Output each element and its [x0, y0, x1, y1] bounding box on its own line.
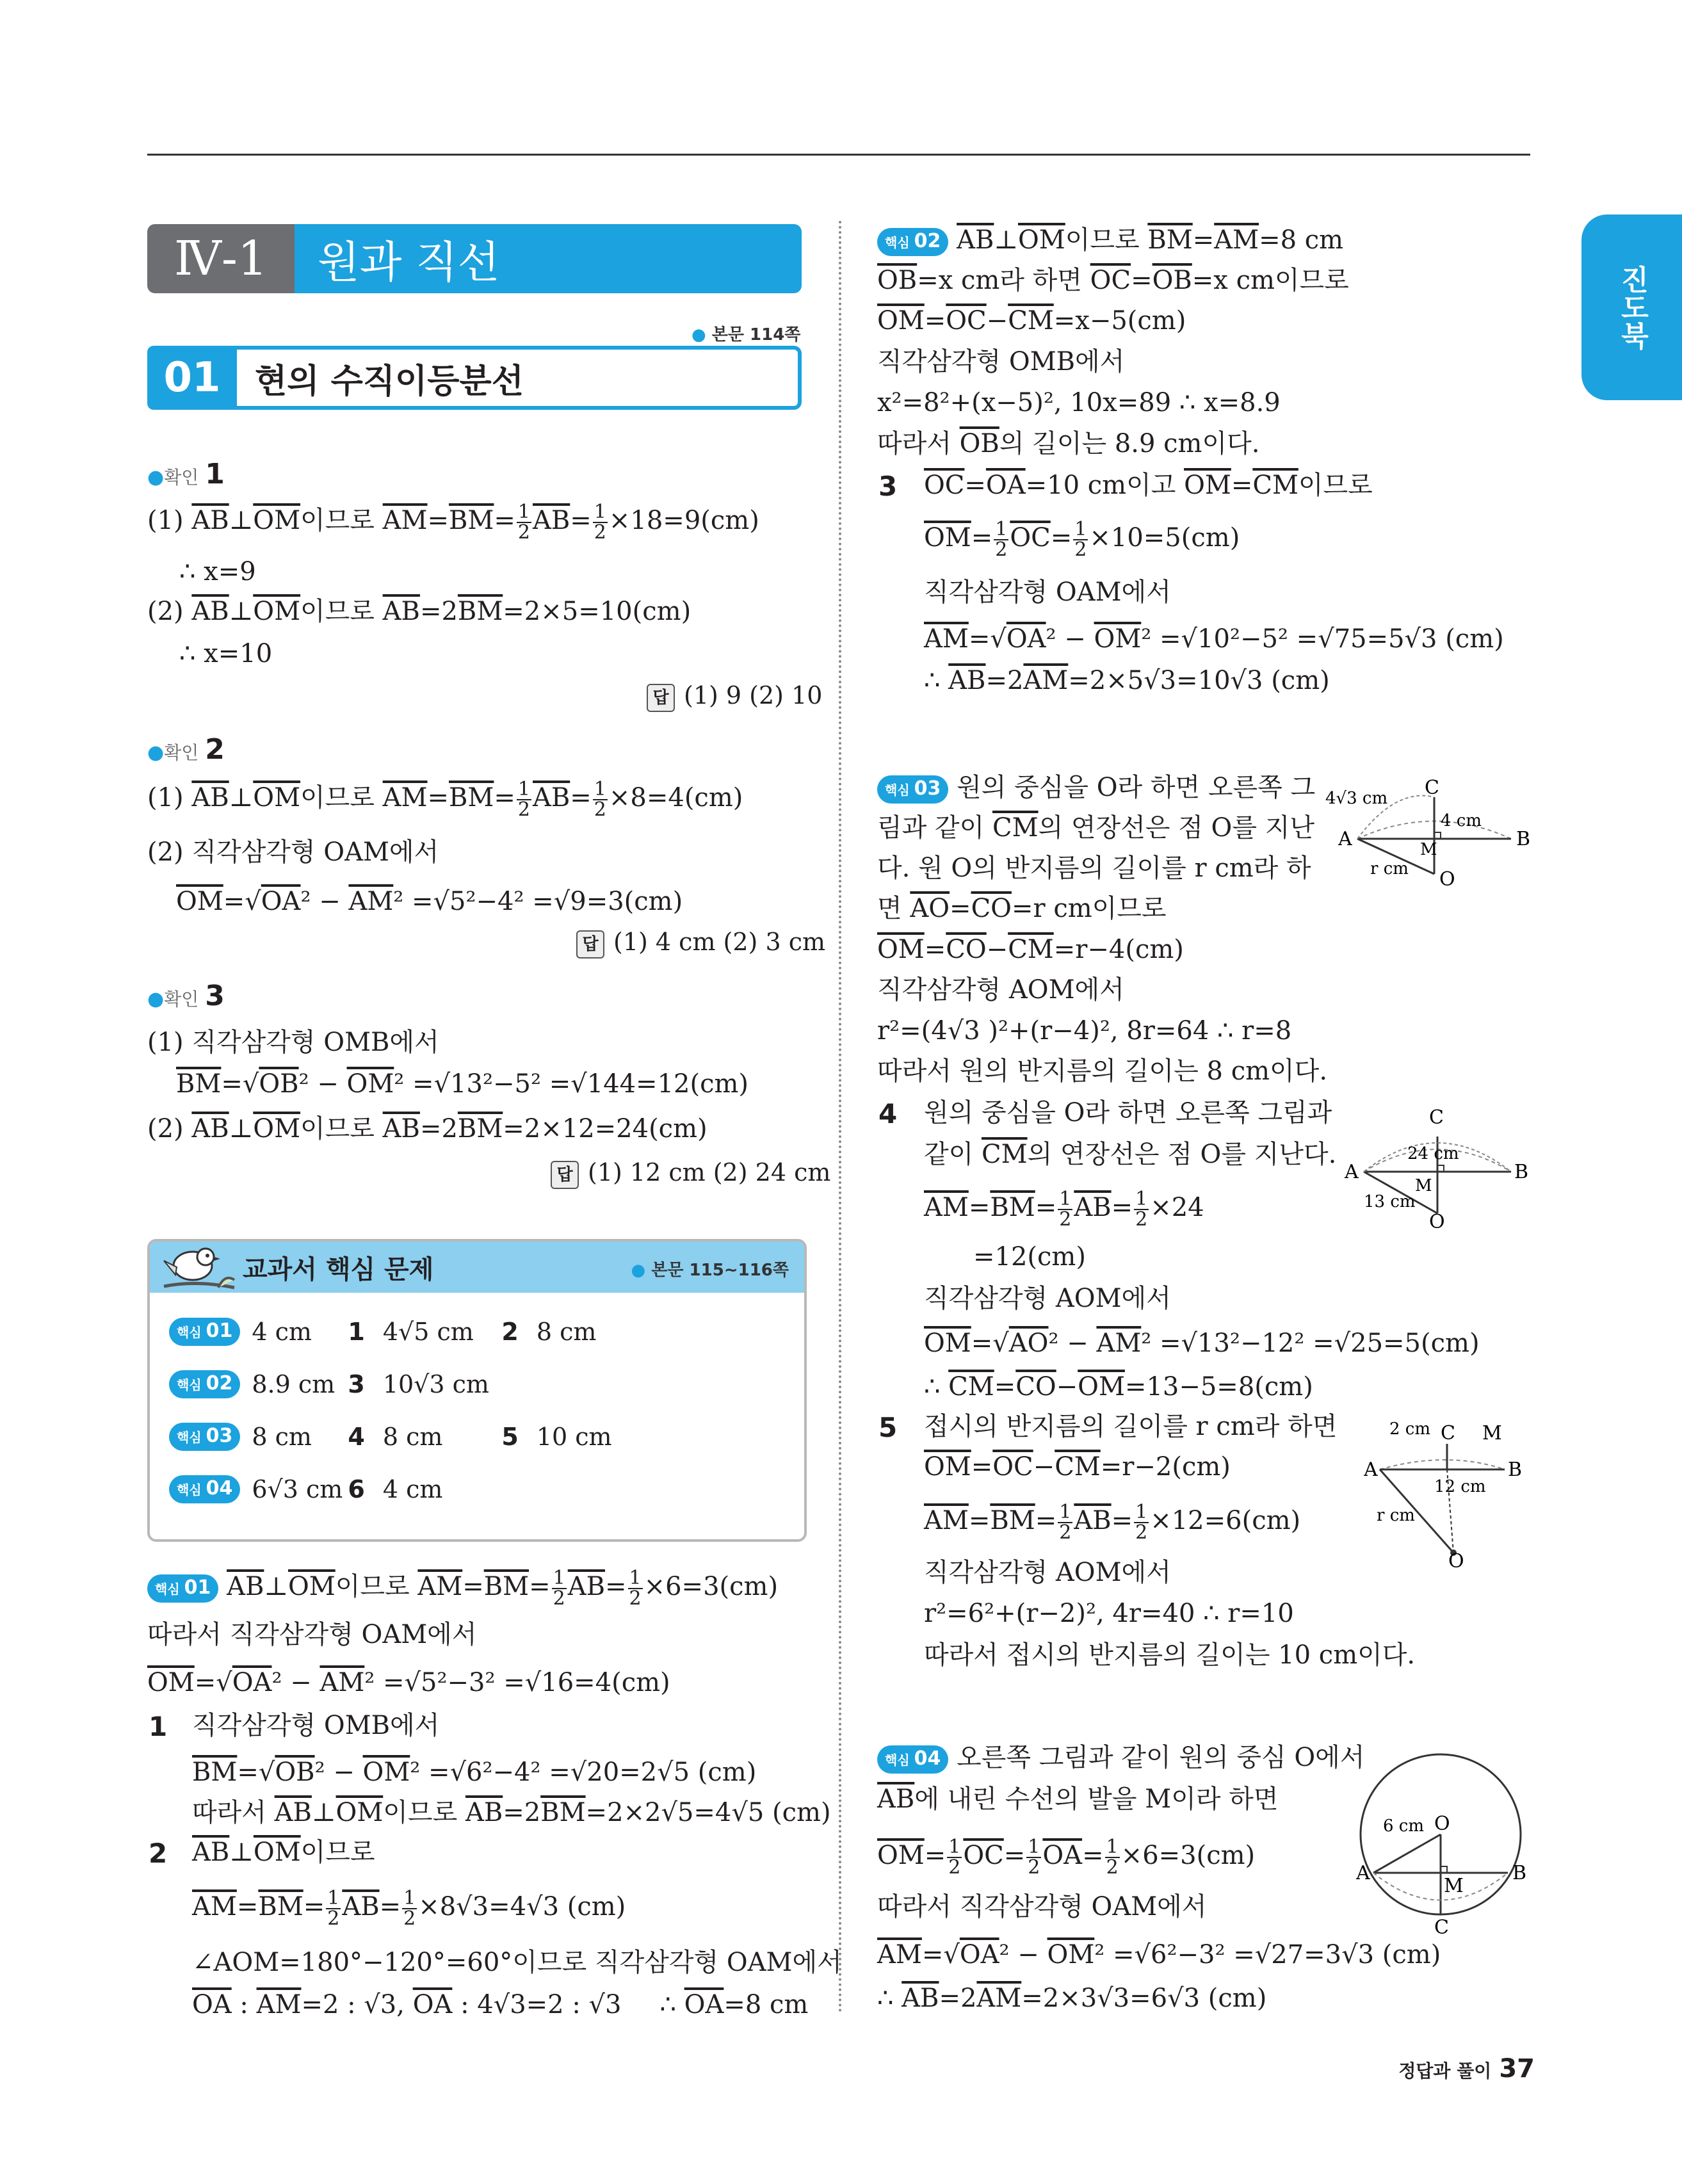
fig-label-top: 2 cm — [1389, 1420, 1431, 1439]
fig-point-b: B — [1516, 828, 1530, 850]
check-2-label: ●확인 2 — [147, 733, 225, 766]
column-divider — [839, 221, 841, 2014]
fig-label-r: 6 cm — [1383, 1816, 1425, 1836]
sol01-p2-line-3: ∠AOM=180°−120°=60°이므로 직각삼각형 OAM에서 — [192, 1948, 842, 1977]
fig-label-cm: 4 cm — [1441, 811, 1482, 830]
fraction: $\frac{1}{2}$ — [553, 1567, 565, 1610]
figure-core04 — [1345, 1748, 1530, 1940]
fig-point-a: A — [1364, 1459, 1378, 1481]
fig-point-m: M — [1444, 1875, 1464, 1897]
sol02-line-6: 따라서 $\overline{OB}$의 길이는 8.9 cm이다. — [877, 429, 1260, 458]
fig-label-r: r cm — [1370, 859, 1409, 878]
fig-point-c: C — [1429, 1106, 1444, 1129]
sol03-p5-line-6: 따라서 접시의 반지름의 길이는 10 cm이다. — [924, 1640, 1416, 1670]
core-answer-value: 8 cm — [252, 1423, 312, 1451]
sol03-p4-line-1: 원의 중심을 O라 하면 오른쪽 그림과 — [924, 1098, 1332, 1128]
sol03-p5-line-1: 접시의 반지름의 길이를 r cm라 하면 — [924, 1412, 1338, 1441]
fraction: $\frac{1}{2}$ — [1074, 518, 1087, 561]
sol02-p3-line-4: $\overline{AM}=√OA^2 - \overline{OM}^2 =√10^2-5^2 =√75=5√3$ (cm) — [924, 624, 1504, 654]
sol01-p1-line-1: 직각삼각형 OMB에서 — [192, 1711, 440, 1740]
check-3-line-2: $\overline{BM}=√OB^2 - \overline{OM}^2 =√13^2-5^2 =√144=12(cm)$ — [176, 1069, 749, 1099]
problem-number-4: 4 — [878, 1098, 898, 1129]
fig-label-cm: 24 cm — [1407, 1144, 1459, 1163]
check-3-label: ●확인 3 — [147, 980, 225, 1012]
section-title: 현의 수직이등분선 — [237, 346, 802, 410]
fraction: $\frac{1}{2}$ — [1135, 1188, 1148, 1231]
fig-point-b: B — [1512, 1862, 1527, 1884]
sol01-line-3: $\overline{OM}=√OA^2 - \overline{AM}^2 =√5^2-3^2 =√16=4(cm)$ — [147, 1668, 670, 1697]
figure-problem5 — [1364, 1415, 1530, 1569]
check-3-line-3: (2) $\overline{AB}\perp\overline{OM}$이므로 $\overline{AB}=2\overline{BM}=2\times 12=24(cm)$ — [147, 1114, 708, 1144]
problem-number-3: 3 — [878, 471, 898, 502]
chapter-header — [147, 224, 802, 293]
sol03-line-5: $\overline{OM}=\overline{CO}-\overline{CM}=r-4(cm)$ — [877, 935, 1184, 964]
bullet-icon: ● — [691, 325, 706, 344]
core-problems-box — [147, 1239, 807, 1542]
core-answer-item — [252, 1423, 348, 1451]
fraction: $\frac{1}{2}$ — [403, 1887, 416, 1930]
check-3-answer: 답 (1) 12 cm (2) 24 cm — [551, 1159, 830, 1189]
sol03-p4-line-3: $\overline{AM}=\overline{BM}=$ $\frac{1}{2}$ $\overline{AB}=$ $\frac{1}{2}$ ×24 — [924, 1188, 1204, 1231]
core-tag-04: 핵심 04 — [877, 1745, 948, 1774]
fig-point-o: O — [1434, 1813, 1450, 1835]
fig-point-o: O — [1448, 1550, 1464, 1569]
sol03-line-6: 직각삼각형 AOM에서 — [877, 975, 1124, 1005]
core-answer-value: 8.9 cm — [252, 1370, 336, 1398]
fig-label-top: 4√3 cm — [1325, 789, 1388, 808]
core-answer-value: 8 cm — [536, 1318, 597, 1346]
core-answer-item — [348, 1370, 501, 1398]
sol03-p4-line-2: 같이 $\overline{CM}$의 연장선은 점 O를 지난다. — [924, 1140, 1337, 1169]
sol04-line-6: ∴ $\overline{AB}=2\overline{AM}=2\times 3√3=6√3$ (cm) — [877, 1984, 1267, 2013]
fraction: $\frac{1}{2}$ — [995, 518, 1008, 561]
sol01-line-2: 따라서 직각삼각형 OAM에서 — [147, 1620, 477, 1649]
fig-label-r: 13 cm — [1364, 1192, 1416, 1211]
core-problems-header — [150, 1242, 804, 1293]
fraction: $\frac{1}{2}$ — [594, 501, 606, 544]
sol01-p2-line-1: $\overline{AB}\perp\overline{OM}$이므로 — [192, 1838, 375, 1867]
sol02-line-1: 핵심 02 $\overline{AB}\perp\overline{OM}$이므로 $\overline{BM}=\overline{AM}=8$ cm — [877, 225, 1343, 256]
sol03-p5-line-3: $\overline{AM}=\overline{BM}=$ $\frac{1}{2}$ $\overline{AB}=$ $\frac{1}{2}$ ×12=6(cm) — [924, 1501, 1301, 1544]
core-answer-item — [501, 1423, 655, 1451]
core-answer-value: 4 cm — [252, 1318, 312, 1346]
fraction: $\frac{1}{2}$ — [517, 778, 530, 821]
sol01-p2-line-4: $\overline{OA}$ : $\overline{AM}=2$ : √3, $\overline{OA}$ : 4√3=2 : √3 ∴ $\overline{OA}=8$ cm — [192, 1990, 809, 2019]
core-answer-value: 4 cm — [382, 1475, 443, 1503]
bullet-icon: ● — [631, 1261, 646, 1280]
fraction: $\frac{1}{2}$ — [1106, 1836, 1119, 1879]
check-1-line-2: ∴ x=9 — [179, 557, 256, 586]
check-2-line-3: $\overline{OM}=√OA^2 - \overline{AM}^2 =√5^2-4^2 =√9=3(cm)$ — [176, 887, 683, 916]
section-number: 01 — [147, 346, 237, 410]
check-2-line-1: (1) $\overline{AB}\perp\overline{OM}$이므로 $\overline{AM}=\overline{BM}=$ $\frac{1}{2}$ $\overline{AB}=$ $\frac{1}{2}$ ×8=4(cm) — [147, 778, 743, 821]
fig-point-b: B — [1508, 1459, 1523, 1481]
arc — [1380, 1460, 1505, 1469]
page-footer — [1398, 2054, 1535, 2083]
core-tag-02: 핵심 02 — [877, 228, 948, 256]
sol02-line-4: 직각삼각형 OMB에서 — [877, 347, 1125, 376]
footer-label: 정답과 풀이 — [1398, 2060, 1492, 2082]
sol02-line-2: $\overline{OB}=x$ cm라 하면 $\overline{OC}=\overline{OB}=x$ cm이므로 — [877, 266, 1349, 295]
fig-point-m: M — [1420, 840, 1437, 859]
sol04-line-3: $\overline{OM}=$ $\frac{1}{2}$ $\overline{OC}=$ $\frac{1}{2}$ $\overline{OA}=$ $\frac{1}{2}$ ×6=3(cm) — [877, 1836, 1256, 1879]
core-problems-ref: ● 본문 115~116쪽 — [631, 1261, 789, 1280]
core-answer-item — [348, 1475, 501, 1503]
top-rule — [147, 154, 1530, 156]
core-problem-number: 3 — [348, 1370, 365, 1398]
fig-point-o: O — [1429, 1211, 1445, 1229]
bullet-icon: ● — [147, 741, 165, 764]
sol01-p1-line-3: 따라서 $\overline{AB}\perp\overline{OM}$이므로 $\overline{AB}=2\overline{BM}=2\times 2√5=4√5$ (cm) — [192, 1798, 831, 1827]
fraction: $\frac{1}{2}$ — [1059, 1188, 1072, 1231]
fraction: $\frac{1}{2}$ — [1059, 1501, 1072, 1544]
core-tag: 핵심 01 — [169, 1318, 240, 1346]
fig-label-cm: 12 cm — [1434, 1477, 1486, 1496]
core-answer-row — [169, 1411, 804, 1463]
answer-icon: 답 — [647, 684, 675, 712]
core-tag-01: 핵심 01 — [147, 1574, 218, 1603]
core-problem-number: 5 — [501, 1423, 519, 1451]
check-1-line-1: (1) $\overline{AB}\perp\overline{OM}$이므로 $\overline{AM}=\overline{BM}=$ $\frac{1}{2}$ $\overline{AB}=$ $\frac{1}{2}$ ×18=9(cm) — [147, 501, 759, 544]
fraction: $\frac{1}{2}$ — [629, 1567, 642, 1610]
figure-problem4 — [1338, 1101, 1530, 1229]
core-problems-title: 교과서 핵심 문제 — [243, 1254, 434, 1284]
sol03-line-4: 면 $\overline{AO}=\overline{CO}=r$ cm이므로 — [877, 894, 1167, 923]
problem-number-5: 5 — [878, 1412, 898, 1443]
fig-label-r: r cm — [1377, 1506, 1415, 1525]
sol02-line-5: x²=8²+(x−5)², 10x=89 ∴ x=8.9 — [877, 388, 1281, 417]
core-answer-row — [169, 1463, 804, 1516]
fig-point-c: C — [1425, 778, 1439, 799]
bullet-icon: ● — [147, 466, 165, 489]
bullet-icon: ● — [147, 988, 165, 1010]
fraction: $\frac{1}{2}$ — [1135, 1501, 1148, 1544]
sol03-p5-line-5: r²=6²+(r−2)², 4r=40 ∴ r=10 — [924, 1599, 1294, 1628]
figure-core03 — [1319, 778, 1530, 893]
check-1-line-3: (2) $\overline{AB}\perp\overline{OM}$이므로 $\overline{AB}=2\overline{BM}=2\times 5=10(cm)$ — [147, 597, 691, 626]
check-2-answer: 답 (1) 4 cm (2) 3 cm — [576, 928, 825, 959]
section-header — [147, 346, 802, 410]
problem-number-1: 1 — [149, 1711, 168, 1742]
sol03-line-1: 핵심 03 원의 중심을 O라 하면 오른쪽 그 — [877, 773, 1315, 804]
fraction: $\frac{1}{2}$ — [948, 1836, 961, 1879]
core-tag-03: 핵심 03 — [877, 775, 948, 804]
core-answer-item — [252, 1370, 348, 1398]
sol02-p3-line-3: 직각삼각형 OAM에서 — [924, 578, 1171, 607]
fig-point-m: M — [1482, 1422, 1502, 1444]
answer-icon: 답 — [551, 1161, 579, 1189]
sol03-p5-line-2: $\overline{OM}=\overline{OC}-\overline{CM}=r-2(cm)$ — [924, 1452, 1231, 1482]
chapter-title: 원과 직선 — [295, 224, 802, 293]
fig-point-c: C — [1434, 1916, 1449, 1939]
sol01-p2-line-2: $\overline{AM}=\overline{BM}=$ $\frac{1}{2}$ $\overline{AB}=$ $\frac{1}{2}$ ×8√3=4√3 (cm) — [192, 1887, 626, 1930]
sol03-line-8: 따라서 원의 반지름의 길이는 8 cm이다. — [877, 1056, 1328, 1086]
sol02-p3-line-2: $\overline{OM}=$ $\frac{1}{2}$ $\overline{OC}=$ $\frac{1}{2}$ ×10=5(cm) — [924, 518, 1240, 561]
sol04-line-5: $\overline{AM}=√OA^2 - \overline{OM}^2 =√6^2-3^2 =√27=3√3$ (cm) — [877, 1940, 1441, 1970]
check-1-answer: 답 (1) 9 (2) 10 — [647, 682, 822, 712]
side-tab-jindobook[interactable]: 진도북 — [1581, 214, 1682, 400]
core-tag: 핵심 02 — [169, 1370, 240, 1398]
fig-point-c: C — [1441, 1422, 1455, 1444]
check-1-label: ●확인 1 — [147, 458, 225, 490]
fig-point-a: A — [1356, 1862, 1370, 1884]
core-tag: 핵심 04 — [169, 1475, 240, 1503]
sol01-line-1: 핵심 01 $\overline{AB}\perp\overline{OM}$이므로 $\overline{AM}=\overline{BM}=$ $\frac{1}{2}$ $\overline{AB}=$ $\frac{1}{2}$ ×6=3(cm) — [147, 1569, 778, 1608]
sol03-p5-line-4: 직각삼각형 AOM에서 — [924, 1558, 1171, 1587]
fig-point-m: M — [1415, 1176, 1432, 1195]
fraction: $\frac{1}{2}$ — [327, 1887, 340, 1930]
answer-icon: 답 — [576, 930, 604, 959]
fraction: $\frac{1}{2}$ — [594, 778, 606, 821]
core-answer-rows — [150, 1293, 804, 1516]
sol03-line-7: r²=(4√3 )²+(r−4)², 8r=64 ∴ r=8 — [877, 1016, 1292, 1046]
core-answer-item — [252, 1318, 348, 1346]
sol02-p3-line-1: $\overline{OC}=\overline{OA}=10$ cm이고 $\overline{OM}=\overline{CM}$이므로 — [924, 471, 1373, 500]
sol03-p4-line-6: $\overline{OM}=√AO^2 - \overline{AM}^2 =√13^2-12^2 =√25=5(cm)$ — [924, 1329, 1480, 1358]
core-answer-row — [169, 1306, 804, 1358]
bird-icon — [158, 1242, 241, 1293]
core-answer-item — [501, 1318, 655, 1346]
core-answer-value: 10√3 cm — [382, 1370, 489, 1398]
sol03-p4-line-4: =12(cm) — [973, 1242, 1086, 1272]
core-answer-value: 4√5 cm — [382, 1318, 474, 1346]
core-tag: 핵심 03 — [169, 1423, 240, 1451]
fig-point-b: B — [1514, 1161, 1529, 1183]
core-answer-item — [252, 1475, 348, 1503]
sol02-p3-line-5: ∴ $\overline{AB}=2\overline{AM}=2\times 5√3=10√3$ (cm) — [924, 666, 1330, 695]
fig-point-o: O — [1439, 868, 1455, 891]
sol04-line-4: 따라서 직각삼각형 OAM에서 — [877, 1892, 1207, 1921]
fraction: $\frac{1}{2}$ — [517, 501, 530, 544]
core-answer-item — [348, 1318, 501, 1346]
check-2-line-2: (2) 직각삼각형 OAM에서 — [147, 837, 439, 867]
radius-oa — [1373, 1834, 1441, 1873]
core-problem-number: 6 — [348, 1475, 365, 1503]
check-1-line-4: ∴ x=10 — [179, 639, 273, 668]
sol03-p4-line-7: ∴ $\overline{CM}=\overline{CO}-\overline{OM}=13-5=8(cm)$ — [924, 1372, 1313, 1402]
fig-point-a: A — [1338, 828, 1352, 850]
fig-point-a: A — [1345, 1161, 1359, 1183]
core-answer-value: 8 cm — [382, 1423, 443, 1451]
sol01-p1-line-2: $\overline{BM}=√OB^2 - \overline{OM}^2 =√6^2-4^2 =√20=2√5$ (cm) — [192, 1758, 757, 1787]
page-number: 37 — [1499, 2054, 1535, 2083]
check-3-line-1: (1) 직각삼각형 OMB에서 — [147, 1028, 439, 1057]
core-answer-row — [169, 1358, 804, 1411]
section-ref-text: 본문 114쪽 — [711, 325, 801, 344]
core-problem-number: 1 — [348, 1318, 365, 1346]
section-page-ref — [691, 321, 800, 345]
problem-number-2: 2 — [149, 1838, 168, 1869]
core-answer-value: 6√3 cm — [252, 1475, 343, 1503]
sol04-line-2: $\overline{AB}$에 내린 수선의 발을 M이라 하면 — [877, 1784, 1279, 1814]
fraction: $\frac{1}{2}$ — [1028, 1836, 1040, 1879]
sol03-line-2: 림과 같이 $\overline{CM}$의 연장선은 점 O를 지난 — [877, 813, 1314, 843]
core-answer-value: 10 cm — [536, 1423, 612, 1451]
core-problem-number: 4 — [348, 1423, 365, 1451]
sol03-line-3: 다. 원 O의 반지름의 길이를 r cm라 하 — [877, 853, 1311, 883]
chapter-number: Ⅳ-1 — [147, 224, 295, 293]
sol04-line-1: 핵심 04 오른쪽 그림과 같이 원의 중심 O에서 — [877, 1743, 1364, 1774]
core-answer-item — [348, 1423, 501, 1451]
core-problem-number: 2 — [501, 1318, 519, 1346]
sol03-p4-line-5: 직각삼각형 AOM에서 — [924, 1284, 1171, 1313]
sol02-line-3: $\overline{OM}=\overline{OC}-\overline{CM}=x-5(cm)$ — [877, 306, 1186, 336]
